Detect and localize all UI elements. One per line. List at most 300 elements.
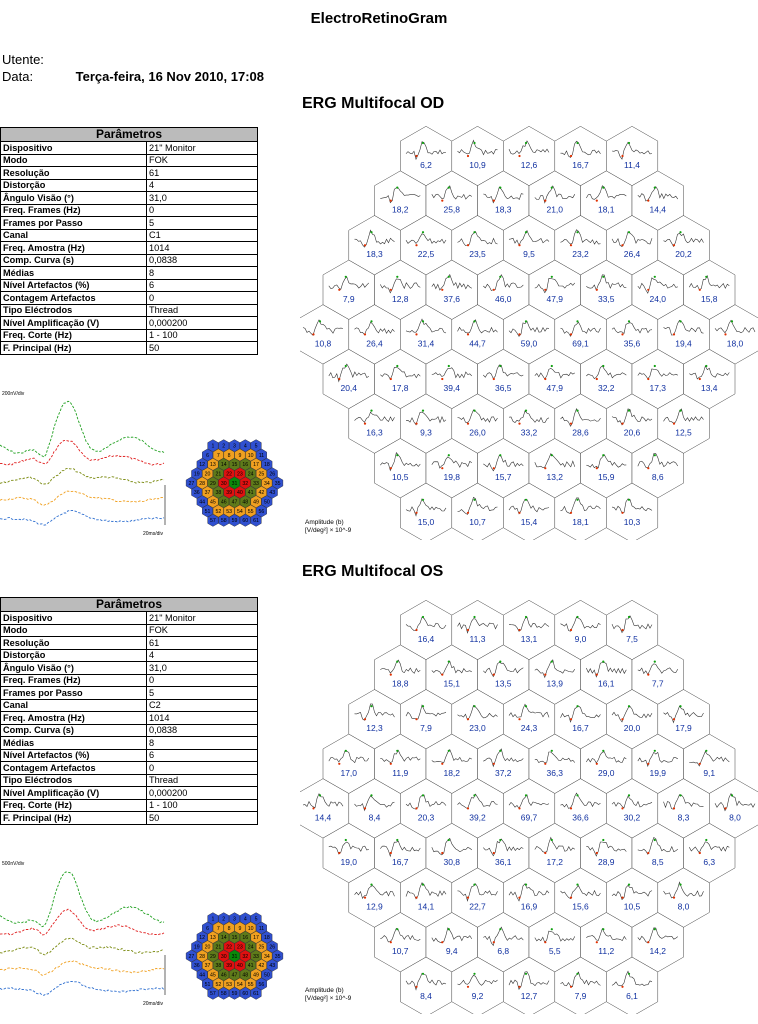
mf-marker-a [338, 763, 340, 765]
amplitude-value: 6,8 [497, 946, 510, 957]
amplitude-legend-units: [V/deg²] × 10^-9 [305, 527, 352, 534]
amplitude-value: 11,2 [598, 946, 615, 957]
mf-marker-a [544, 289, 546, 291]
mf-marker-a [673, 333, 675, 335]
mf-marker-a [441, 763, 443, 765]
amplitude-value: 18,1 [597, 204, 615, 215]
param-key: F. Principal (Hz) [1, 342, 147, 355]
amplitude-value: 15,4 [520, 516, 538, 527]
param-key: Tipo Eléctrodos [1, 774, 147, 787]
mf-marker-b [396, 365, 398, 367]
mf-marker-a [493, 200, 495, 202]
mf-marker-b [422, 231, 424, 233]
mf-marker-a [647, 852, 649, 854]
amplitude-value: 18,2 [391, 204, 409, 215]
param-value: 1 - 100 [147, 329, 258, 342]
mf-marker-a [441, 467, 443, 469]
amplitude-value: 30,2 [623, 812, 641, 823]
param-value: 1014 [147, 712, 258, 725]
param-value: 50 [147, 812, 258, 825]
mf-marker-a [364, 897, 366, 899]
amplitude-value: 36,5 [494, 383, 512, 393]
mf-marker-b [525, 499, 527, 501]
param-value: 21" Monitor [147, 142, 258, 155]
mf-marker-b [345, 276, 347, 278]
param-row [1, 179, 258, 192]
param-row [1, 637, 258, 650]
report-title: ElectroRetinoGram [310, 10, 448, 27]
param-row [1, 812, 258, 825]
mf-marker-a [621, 423, 623, 425]
amplitude-value: 18,2 [443, 767, 461, 778]
mf-marker-a [415, 423, 417, 425]
hex-cell-number: 42 [258, 490, 265, 497]
param-row [1, 217, 258, 230]
mf-marker-a [596, 200, 598, 202]
mf-marker-b [628, 320, 630, 322]
mf-marker-b [525, 616, 527, 618]
scale-label-top: 200nV/div [2, 391, 25, 397]
param-value: Thread [147, 304, 258, 317]
amplitude-value: 28,6 [572, 427, 589, 438]
amplitude-value: 15,7 [494, 472, 512, 483]
mf-marker-b [499, 839, 501, 841]
mf-marker-b [422, 973, 424, 975]
hex-cell-number: 27 [188, 480, 195, 487]
amplitude-value: 15,6 [572, 901, 589, 912]
amplitude-value: 14,1 [417, 901, 435, 912]
mf-marker-b [396, 928, 398, 930]
waveform-ring-1 [0, 909, 164, 935]
hex-cell-number: 29 [210, 953, 216, 960]
hex-cell-number: 20 [204, 471, 211, 478]
mf-marker-b [422, 884, 424, 886]
param-row [1, 774, 258, 787]
param-row [1, 154, 258, 167]
mf-marker-a [570, 629, 572, 631]
hex-cell-number: 59 [231, 991, 238, 998]
amplitude-value: 12,3 [366, 723, 383, 734]
hex-cell-number: 44 [199, 499, 206, 506]
mf-marker-b [525, 142, 527, 144]
scale-label-bottom: 20ms/div [143, 531, 164, 535]
mf-marker-a [673, 244, 675, 246]
param-row [1, 674, 258, 687]
hex-cell-number: 60 [242, 991, 249, 998]
mf-marker-a [493, 378, 495, 380]
amplitude-value: 16,3 [366, 427, 383, 438]
param-value: 0 [147, 292, 258, 305]
mf-marker-b [576, 231, 578, 233]
mf-marker-a [621, 986, 623, 988]
mf-marker-b [576, 320, 578, 322]
amplitude-value: 7,9 [420, 723, 432, 734]
mf-marker-b [705, 839, 707, 841]
amplitude-value: 25,8 [443, 204, 461, 215]
hex-cell-number: 34 [263, 480, 270, 487]
param-key: Médias [1, 267, 147, 280]
amplitude-value: 16,7 [391, 857, 409, 867]
mf-marker-b [448, 928, 450, 930]
mf-marker-b [473, 320, 475, 322]
hex-cell-number: 49 [253, 499, 259, 506]
param-row [1, 254, 258, 267]
param-value: 4 [147, 649, 258, 662]
param-key: Distorção [1, 649, 147, 662]
hex-cell-number: 37 [204, 963, 211, 970]
mf-marker-b [551, 661, 553, 663]
param-key: Ângulo Visão (°) [1, 192, 147, 205]
hex-cell-number: 6 [206, 452, 210, 459]
hex-cell-number: 15 [231, 462, 238, 469]
mf-marker-a [338, 852, 340, 854]
amplitude-value: 16,4 [417, 634, 435, 644]
mf-marker-b [628, 231, 630, 233]
mf-marker-a [673, 718, 675, 720]
amplitude-value: 7,5 [626, 634, 638, 644]
hex-cell-number: 43 [269, 963, 276, 970]
patient-row [2, 52, 72, 67]
amplitude-value: 7,9 [342, 293, 355, 304]
mf-marker-b [319, 320, 321, 322]
params-header-os: Parâmetros [1, 598, 258, 612]
hex-cell-number: 30 [220, 480, 227, 487]
mf-marker-b [551, 276, 553, 278]
mf-marker-a [724, 333, 726, 335]
amplitude-value: 17,3 [649, 383, 667, 393]
param-key: Comp. Curva (s) [1, 724, 147, 737]
mf-marker-b [705, 365, 707, 367]
hex-cell-number: 13 [210, 935, 216, 942]
amplitude-value: 12,8 [391, 293, 409, 304]
amplitude-value: 6,3 [703, 857, 716, 867]
param-value: 8 [147, 737, 258, 750]
amplitude-value: 20,6 [623, 427, 641, 438]
hex-cell-number: 30 [220, 953, 227, 960]
hex-cell-number: 19 [193, 471, 200, 478]
mf-marker-b [551, 750, 553, 752]
amplitude-value: 69,7 [520, 812, 538, 823]
mf-marker-a [699, 852, 701, 854]
hex-cell-number: 41 [247, 963, 254, 970]
hex-cell-number: 18 [263, 935, 270, 942]
mf-marker-a [518, 897, 520, 899]
mf-marker-b [370, 884, 372, 886]
hex-cell-number: 50 [263, 972, 270, 979]
mf-marker-a [596, 674, 598, 676]
param-value: 5 [147, 217, 258, 230]
param-value: 0,0838 [147, 724, 258, 737]
mf-marker-a [493, 289, 495, 291]
hex-cell-number: 13 [210, 462, 216, 469]
amplitude-value: 10,8 [314, 338, 332, 349]
mf-marker-a [570, 807, 572, 809]
mf-marker-b [345, 839, 347, 841]
patient-label: Utente: [2, 52, 44, 67]
amplitude-value: 20,0 [623, 723, 641, 734]
mf-marker-b [525, 973, 527, 975]
mf-marker-a [467, 333, 469, 335]
mf-marker-a [621, 718, 623, 720]
hex-cell-number: 26 [269, 471, 276, 478]
param-row [1, 304, 258, 317]
param-row [1, 142, 258, 155]
hex-cell-number: 48 [242, 499, 249, 506]
mf-marker-b [422, 616, 424, 618]
amplitude-value: 33,2 [520, 427, 538, 438]
hex-cell-number: 39 [226, 490, 233, 497]
hex-cell-number: 59 [231, 518, 238, 525]
amplitude-value: 12,7 [520, 990, 538, 1001]
mf-marker-a [312, 333, 314, 335]
hex-cell-number: 57 [210, 991, 216, 998]
amplitude-legend-od [305, 519, 351, 535]
amplitude-value: 15,9 [597, 472, 615, 483]
param-value: 5 [147, 687, 258, 700]
param-value: Thread [147, 774, 258, 787]
mf-marker-b [525, 231, 527, 233]
hex-cell-number: 5 [254, 443, 258, 450]
mf-marker-b [628, 884, 630, 886]
mf-marker-b [679, 705, 681, 707]
param-value: 0,0838 [147, 254, 258, 267]
mf-marker-a [673, 423, 675, 425]
hex-cell-number: 40 [236, 963, 243, 970]
param-key: Nível Amplificação (V) [1, 787, 147, 800]
mf-marker-b [576, 973, 578, 975]
param-key: Contagem Artefactos [1, 762, 147, 775]
mf-marker-b [448, 839, 450, 841]
hex-cell-number: 38 [215, 963, 222, 970]
mf-marker-a [699, 289, 701, 291]
amplitude-value: 37,6 [443, 293, 461, 304]
hex-cell-number: 22 [226, 471, 233, 478]
amplitude-value: 10,9 [469, 160, 486, 170]
trace-array-os [300, 600, 758, 1014]
hex-cell-number: 14 [220, 462, 227, 469]
amplitude-value: 14,2 [649, 946, 667, 957]
hex-cell-number: 55 [247, 981, 254, 988]
mf-marker-b [551, 928, 553, 930]
amplitude-value: 37,2 [494, 767, 512, 778]
mf-marker-a [673, 807, 675, 809]
mf-marker-b [345, 750, 347, 752]
mf-marker-b [422, 320, 424, 322]
waveform-ring-0 [0, 401, 164, 457]
hex-cell-number: 19 [193, 944, 200, 951]
amplitude-value: 22,5 [417, 249, 435, 260]
param-key: Contagem Artefactos [1, 292, 147, 305]
mf-marker-a [570, 155, 572, 157]
mf-marker-b [396, 276, 398, 278]
hex-cell-number: 38 [215, 490, 222, 497]
mf-marker-b [473, 410, 475, 412]
mf-marker-a [647, 378, 649, 380]
hex-cell-number: 6 [206, 925, 210, 932]
hex-cell-number: 2 [222, 443, 226, 450]
param-value: 4 [147, 179, 258, 192]
mf-marker-a [570, 897, 572, 899]
hex-cell-number: 26 [269, 944, 276, 951]
mf-marker-a [570, 244, 572, 246]
mf-marker-b [705, 750, 707, 752]
hex-cell-number: 46 [220, 499, 227, 506]
mf-marker-a [364, 718, 366, 720]
param-row [1, 167, 258, 180]
mf-marker-a [493, 852, 495, 854]
mf-marker-a [596, 467, 598, 469]
mf-marker-a [467, 629, 469, 631]
amplitude-value: 11,4 [624, 160, 640, 170]
waveform-ring-1 [0, 440, 164, 465]
mf-marker-b [422, 794, 424, 796]
hexagon-map-od [172, 422, 297, 544]
amplitude-value: 19,8 [443, 472, 461, 483]
hex-cell-number: 12 [199, 462, 206, 469]
amplitude-value: 9,4 [445, 946, 458, 957]
param-key: Nível Amplificação (V) [1, 317, 147, 330]
amplitude-value: 29,0 [597, 767, 615, 778]
param-key: Distorção [1, 179, 147, 192]
mf-marker-a [570, 718, 572, 720]
amplitude-value: 15,0 [417, 516, 435, 527]
hex-cell-number: 28 [199, 953, 206, 960]
amplitude-value: 32,2 [597, 383, 615, 393]
mf-marker-a [467, 244, 469, 246]
date-label: Data: [2, 69, 34, 84]
mf-marker-b [576, 616, 578, 618]
mf-marker-a [415, 155, 417, 157]
mf-marker-a [415, 629, 417, 631]
mf-marker-b [499, 276, 501, 278]
hex-cell-number: 49 [253, 972, 259, 979]
mf-marker-b [525, 410, 527, 412]
mf-marker-a [647, 674, 649, 676]
hex-cell-number: 48 [242, 972, 249, 979]
mf-marker-b [499, 187, 501, 189]
hex-cell-number: 20 [204, 944, 211, 951]
param-key: Tipo Eléctrodos [1, 304, 147, 317]
hex-cell-number: 34 [263, 953, 270, 960]
mf-marker-a [544, 763, 546, 765]
hex-cell-number: 47 [231, 499, 238, 506]
mf-marker-b [654, 187, 656, 189]
param-key: Freq. Frames (Hz) [1, 204, 147, 217]
hex-cell-number: 24 [247, 471, 254, 478]
hex-cell-number: 51 [204, 508, 211, 515]
hex-cell-number: 23 [236, 471, 243, 478]
hex-cell-number: 2 [222, 916, 226, 923]
amplitude-value: 20,4 [340, 383, 358, 393]
hexagon-map-os [172, 895, 297, 1017]
hex-cell-number: 15 [231, 935, 238, 942]
mf-marker-a [621, 629, 623, 631]
amplitude-legend-label: Amplitude (b) [305, 519, 344, 526]
amplitude-value: 7,9 [574, 990, 587, 1001]
hex-cell-number: 42 [258, 963, 265, 970]
param-row [1, 612, 258, 625]
mf-marker-a [699, 763, 701, 765]
hex-cell-number: 25 [258, 471, 265, 478]
param-value: C2 [147, 699, 258, 712]
mf-marker-b [628, 616, 630, 618]
mf-marker-a [621, 512, 623, 514]
mf-marker-a [338, 378, 340, 380]
param-value: C1 [147, 229, 258, 242]
hex-cell-number: 45 [210, 972, 216, 979]
mf-marker-a [390, 200, 392, 202]
amplitude-value: 44,7 [469, 338, 486, 349]
mf-marker-b [499, 928, 501, 930]
amplitude-value: 35,6 [623, 338, 641, 349]
hex-cell-number: 8 [227, 452, 231, 459]
amplitude-value: 16,7 [572, 160, 589, 170]
mf-marker-a [544, 674, 546, 676]
mf-marker-b [654, 839, 656, 841]
amplitude-legend-units: [V/deg²] × 10^-9 [305, 995, 352, 1002]
amplitude-value: 23,5 [469, 249, 486, 260]
amplitude-legend-os [305, 987, 351, 1003]
mf-marker-a [570, 423, 572, 425]
mf-marker-b [654, 661, 656, 663]
hex-cell-number: 10 [247, 452, 254, 459]
mf-marker-b [576, 884, 578, 886]
mf-marker-a [415, 986, 417, 988]
param-key: F. Principal (Hz) [1, 812, 147, 825]
amplitude-value: 8,0 [729, 812, 741, 823]
amplitude-value: 9,2 [471, 990, 484, 1001]
amplitude-value: 10,5 [391, 472, 409, 483]
mf-marker-a [441, 852, 443, 854]
mf-marker-a [467, 807, 469, 809]
mf-marker-a [518, 333, 520, 335]
mf-marker-b [679, 794, 681, 796]
amplitude-value: 18,1 [572, 516, 589, 527]
amplitude-value: 10,7 [469, 516, 486, 527]
amplitude-value: 24,3 [520, 723, 538, 734]
hex-cell-number: 11 [258, 925, 265, 932]
mf-marker-b [628, 142, 630, 144]
mf-marker-b [628, 705, 630, 707]
mf-marker-b [345, 365, 347, 367]
section-title-od: ERG Multifocal OD [302, 95, 445, 112]
mf-marker-a [390, 941, 392, 943]
amplitude-value: 14,4 [649, 204, 667, 215]
hex-cell-number: 32 [242, 480, 249, 487]
amplitude-value: 9,0 [574, 634, 587, 644]
amplitude-value: 69,1 [572, 338, 589, 349]
amplitude-value: 7,7 [651, 678, 664, 689]
amplitude-value: 20,2 [675, 249, 692, 260]
hex-cell-number: 61 [253, 518, 259, 525]
hex-cell-number: 54 [236, 981, 243, 988]
mf-marker-b [448, 750, 450, 752]
param-value: FOK [147, 624, 258, 637]
param-row [1, 799, 258, 812]
param-key: Freq. Frames (Hz) [1, 674, 147, 687]
mf-marker-a [647, 467, 649, 469]
amplitude-value: 12,6 [520, 160, 538, 170]
mf-marker-b [628, 410, 630, 412]
param-value: 61 [147, 637, 258, 650]
mf-marker-a [518, 423, 520, 425]
mf-marker-a [467, 155, 469, 157]
param-key: Freq. Corte (Hz) [1, 329, 147, 342]
hex-cell-number: 28 [199, 480, 206, 487]
hex-cell-number: 27 [188, 953, 195, 960]
hex-cell-number: 36 [193, 490, 200, 497]
mf-marker-b [422, 705, 424, 707]
